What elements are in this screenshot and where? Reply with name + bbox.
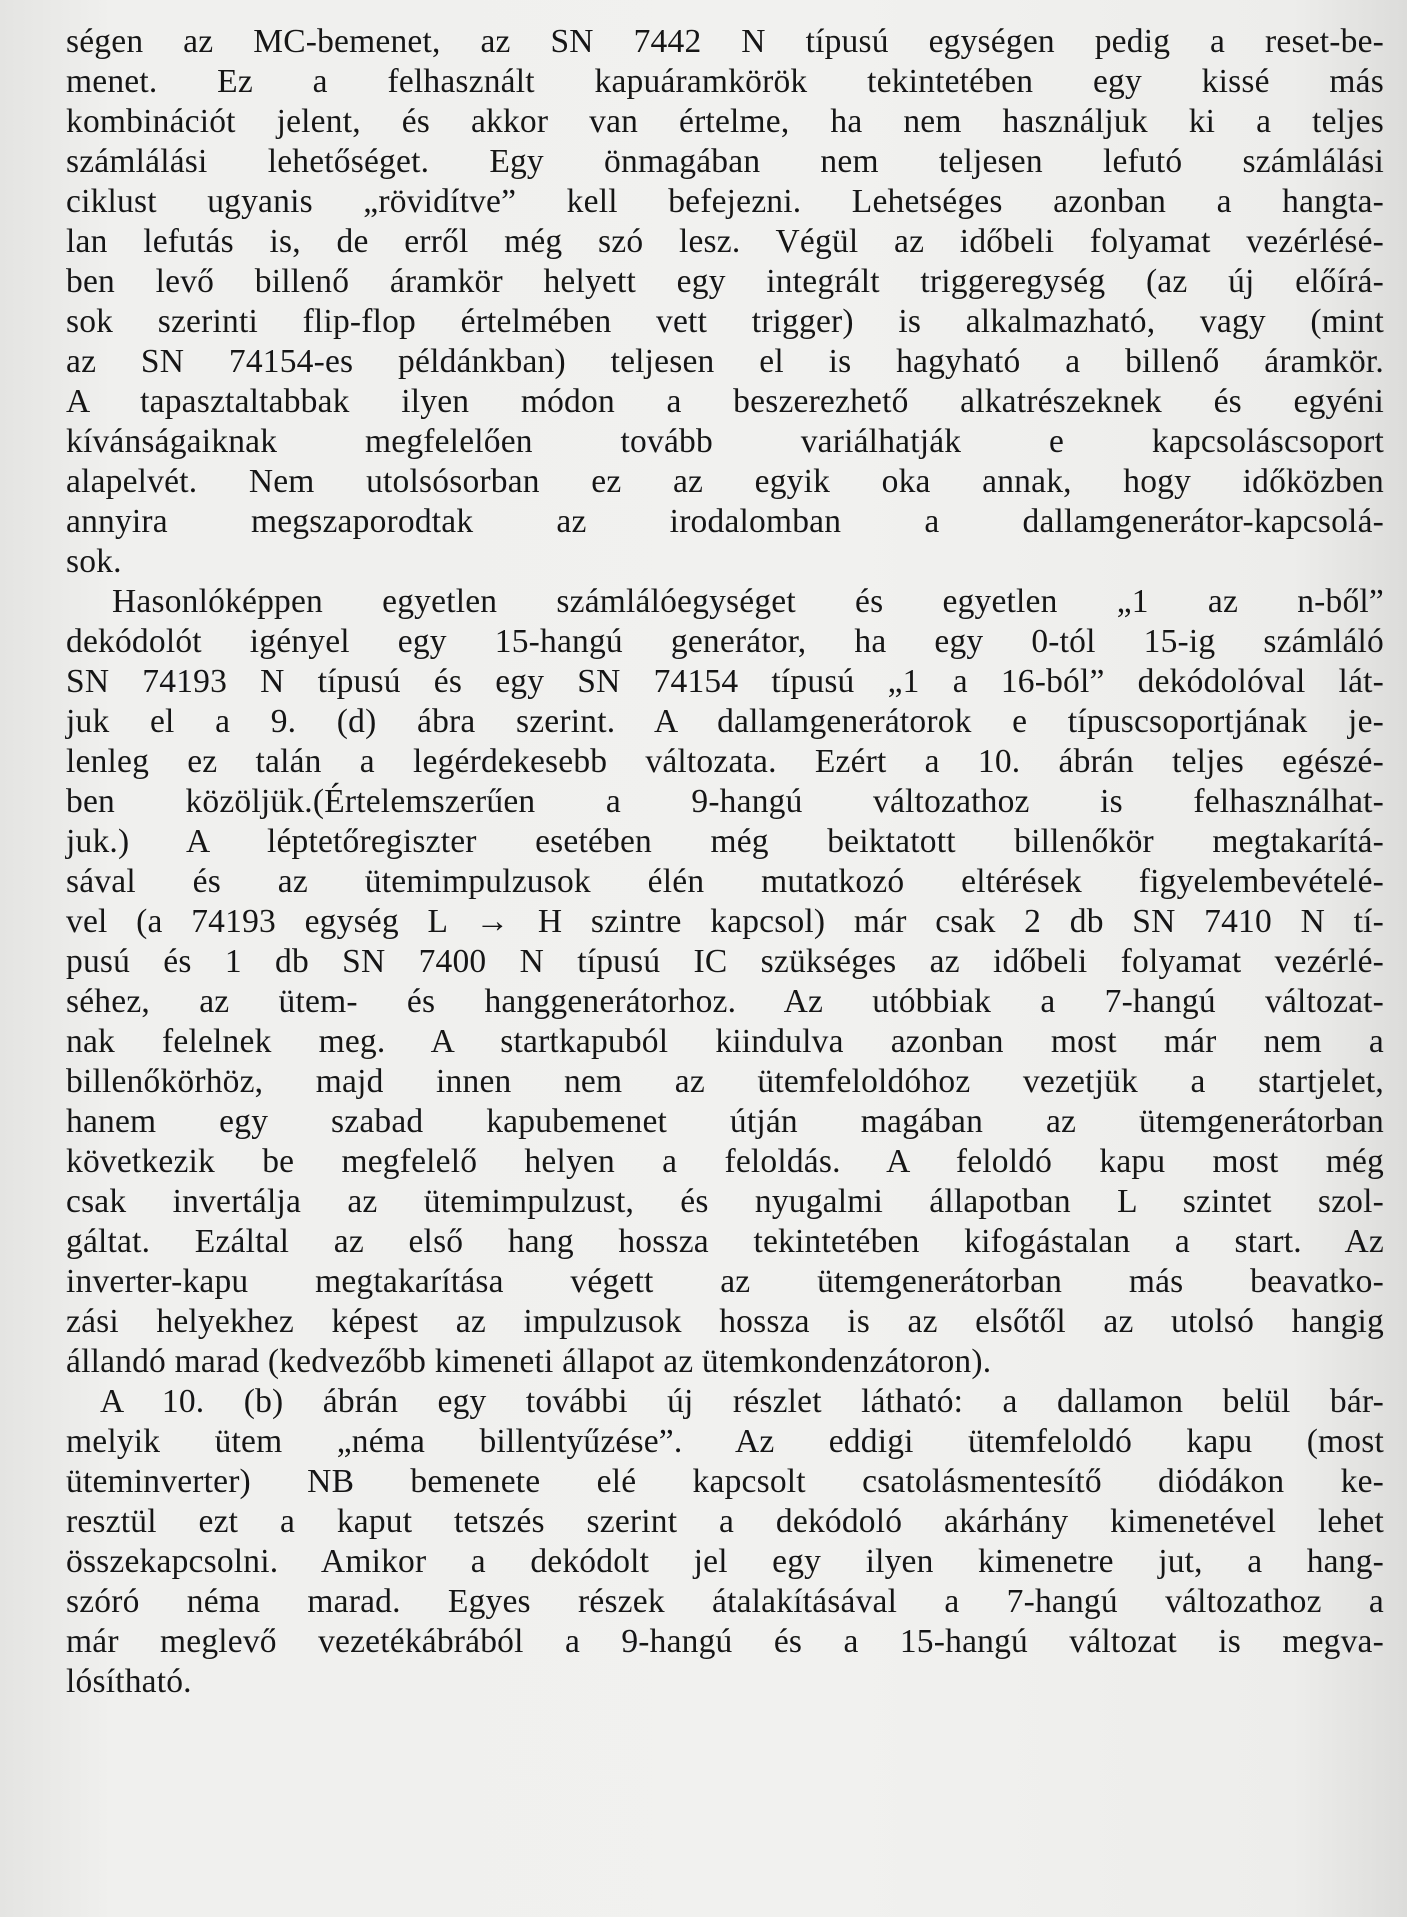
text-line: A tapasztaltabbak ilyen módon a beszerezhető alkatrészeknek és egyéni bbox=[66, 383, 1384, 420]
text-line: billenőkörhöz, majd innen nem az ütemfeloldóhoz vezetjük a startjelet, bbox=[66, 1063, 1384, 1100]
text-line: séhez, az ütem- és hanggenerátorhoz. Az utóbbiak a 7-hangú változat- bbox=[66, 983, 1384, 1020]
body-text bbox=[66, 22, 1384, 1702]
text-line: Hasonlóképpen egyetlen számlálóegységet és egyetlen „1 az n-ből” bbox=[112, 583, 1384, 620]
text-line: számlálási lehetőséget. Egy önmagában nem teljesen lefutó számlálási bbox=[66, 143, 1384, 180]
text-line: már meglevő vezetékábrából a 9-hangú és a 15-hangú változat is megva- bbox=[66, 1623, 1384, 1660]
text-line: sok. bbox=[66, 543, 122, 580]
text-line: lan lefutás is, de erről még szó lesz. Végül az időbeli folyamat vezérlésé- bbox=[66, 223, 1384, 260]
text-line: üteminverter) NB bemenete elé kapcsolt csatolásmentesítő diódákon ke- bbox=[66, 1463, 1384, 1500]
text-line: inverter-kapu megtakarítása végett az ütemgenerátorban más beavatko- bbox=[66, 1263, 1384, 1300]
text-line: gáltat. Ezáltal az első hang hossza tekintetében kifogástalan a start. Az bbox=[66, 1223, 1384, 1260]
text-line: ben közöljük.(Értelemszerűen a 9-hangú változathoz is felhasználhat- bbox=[66, 783, 1384, 820]
text-line: ségen az MC-bemenet, az SN 7442 N típusú egységen pedig a reset-be- bbox=[66, 23, 1384, 60]
text-line: következik be megfelelő helyen a feloldás. A feloldó kapu most még bbox=[66, 1143, 1384, 1180]
text-line: alapelvét. Nem utolsósorban ez az egyik oka annak, hogy időközben bbox=[66, 463, 1384, 500]
text-line: csak invertálja az ütemimpulzust, és nyugalmi állapotban L szintet szol- bbox=[66, 1183, 1384, 1220]
text-line: resztül ezt a kaput tetszés szerint a dekódoló akárhány kimenetével lehet bbox=[66, 1503, 1384, 1540]
text-line: összekapcsolni. Amikor a dekódolt jel egy ilyen kimenetre jut, a hang- bbox=[66, 1543, 1384, 1580]
text-line: juk el a 9. (d) ábra szerint. A dallamgenerátorok e típuscsoportjának je- bbox=[66, 703, 1384, 740]
text-line: dekódolót igényel egy 15-hangú generátor, ha egy 0-tól 15-ig számláló bbox=[66, 623, 1384, 660]
text-line: vel (a 74193 egység L → H szintre kapcsol) már csak 2 db SN 7410 N tí- bbox=[66, 903, 1384, 940]
text-line: juk.) A léptetőregiszter esetében még beiktatott billenőkör megtakarítá- bbox=[66, 823, 1384, 860]
text-line: szóró néma marad. Egyes részek átalakításával a 7-hangú változathoz a bbox=[66, 1583, 1384, 1620]
text-line: SN 74193 N típusú és egy SN 74154 típusú „1 a 16-ból” dekódolóval lát- bbox=[66, 663, 1384, 700]
text-line: kombinációt jelent, és akkor van értelme, ha nem használjuk ki a teljes bbox=[66, 103, 1384, 140]
text-line: lenleg ez talán a legérdekesebb változata. Ezért a 10. ábrán teljes egészé- bbox=[66, 743, 1384, 780]
text-line: melyik ütem „néma billentyűzése”. Az eddigi ütemfeloldó kapu (most bbox=[66, 1423, 1384, 1460]
text-line: hanem egy szabad kapubemenet útján magában az ütemgenerátorban bbox=[66, 1103, 1384, 1140]
text-line: annyira megszaporodtak az irodalomban a dallamgenerátor-kapcsolá- bbox=[66, 503, 1384, 540]
text-line: nak felelnek meg. A startkapuból kiindulva azonban most már nem a bbox=[66, 1023, 1384, 1060]
text-line: sok szerinti flip-flop értelmében vett trigger) is alkalmazható, vagy (mint bbox=[66, 303, 1384, 340]
text-line: az SN 74154-es példánkban) teljesen el is hagyható a billenő áramkör. bbox=[66, 343, 1384, 380]
text-line: pusú és 1 db SN 7400 N típusú IC szükséges az időbeli folyamat vezérlé- bbox=[66, 943, 1384, 980]
text-line: sával és az ütemimpulzusok élén mutatkozó eltérések figyelembevételé- bbox=[66, 863, 1384, 900]
text-line: kívánságaiknak megfelelően tovább variálhatják e kapcsoláscsoport bbox=[66, 423, 1384, 460]
text-line: menet. Ez a felhasznált kapuáramkörök tekintetében egy kissé más bbox=[66, 63, 1384, 100]
text-line: ben levő billenő áramkör helyett egy integrált triggeregység (az új előírá- bbox=[66, 263, 1384, 300]
text-line: állandó marad (kedvezőbb kimeneti állapot az ütemkondenzátoron). bbox=[66, 1343, 992, 1380]
text-line: A 10. (b) ábrán egy további új részlet látható: a dallamon belül bár- bbox=[100, 1383, 1384, 1420]
text-line: ciklust ugyanis „rövidítve” kell befejezni. Lehetséges azonban a hangta- bbox=[66, 183, 1384, 220]
text-line: zási helyekhez képest az impulzusok hossza is az elsőtől az utolsó hangig bbox=[66, 1303, 1384, 1340]
text-line: lósítható. bbox=[66, 1663, 192, 1700]
